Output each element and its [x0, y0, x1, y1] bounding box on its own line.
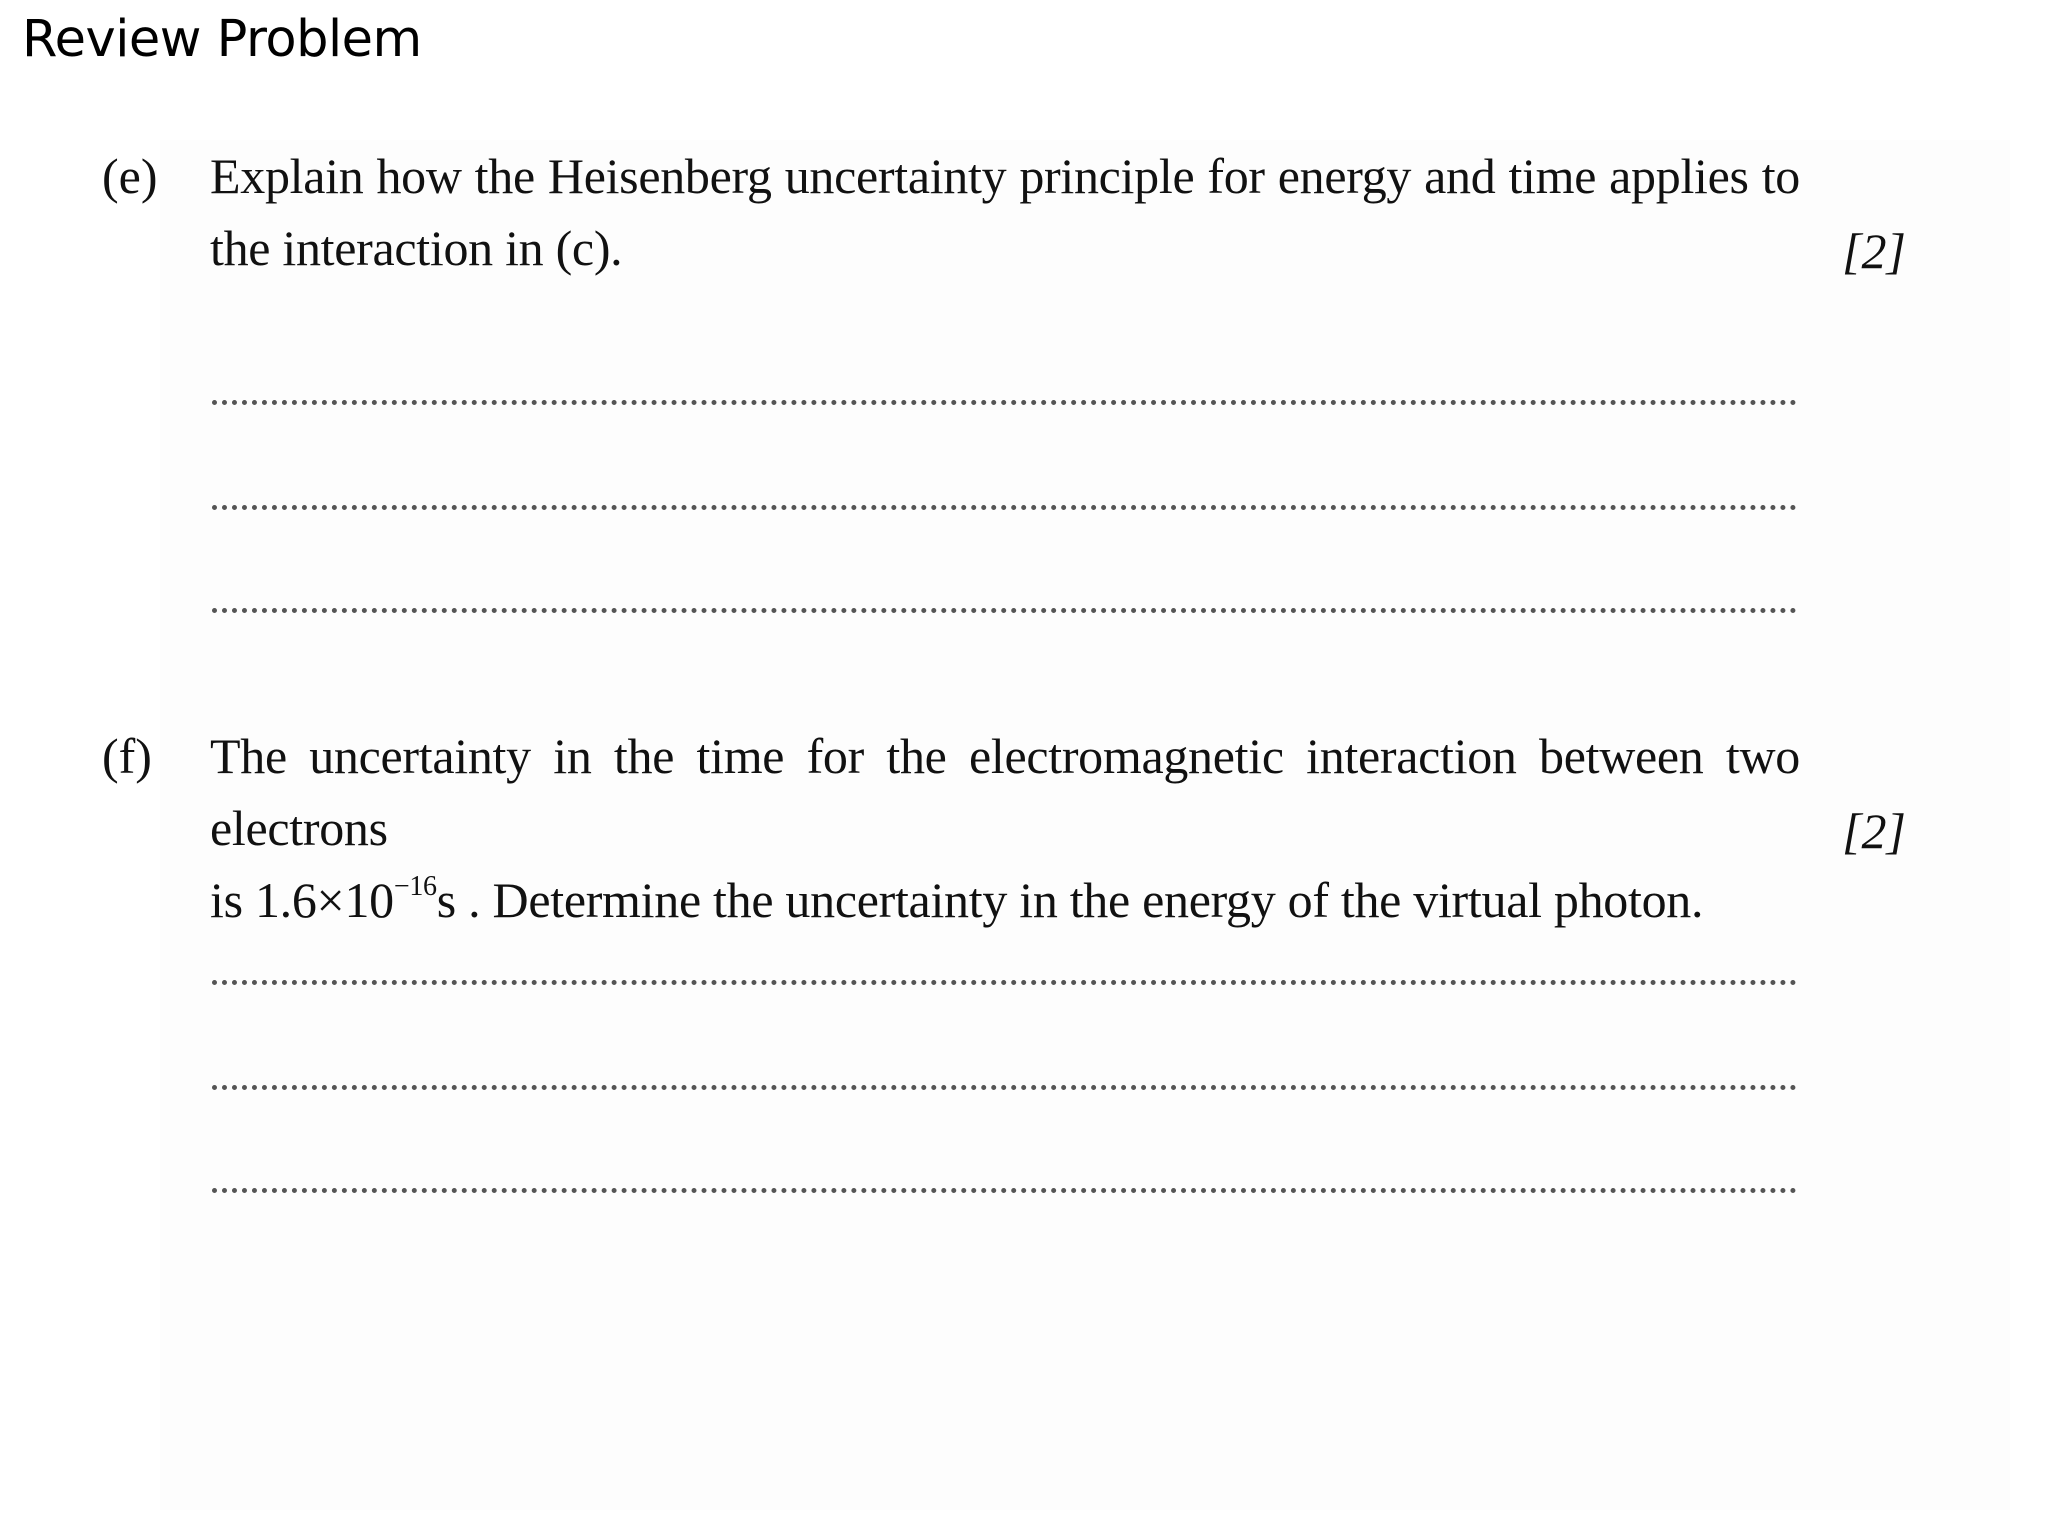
marks-badge: [2] [1842, 803, 1906, 859]
answer-line[interactable] [212, 608, 1797, 613]
question-text-line1: The uncertainty in the time for the electromagnetic interaction between two electrons [210, 728, 1800, 856]
question-text: Explain how the Heisenberg uncertainty principle for energy and time applies to the interaction in (c). [210, 148, 1800, 276]
answer-line[interactable] [212, 1085, 1797, 1090]
answer-line[interactable] [212, 400, 1797, 405]
time-value: is 1.6×10 [210, 872, 394, 928]
answer-line[interactable] [212, 1188, 1797, 1193]
page-title: Review Problem [22, 10, 422, 69]
question-label: (e) [102, 148, 158, 204]
question-text-rest: s . Determine the uncertainty in the energy of the virtual photon. [436, 872, 1704, 928]
answer-line[interactable] [212, 980, 1797, 985]
question-text-line2 [210, 864, 1800, 936]
time-exponent: −16 [393, 871, 437, 902]
answer-line[interactable] [212, 505, 1797, 510]
marks-badge: [2] [1842, 223, 1906, 279]
question-label: (f) [102, 728, 152, 784]
question-text [210, 720, 1800, 936]
